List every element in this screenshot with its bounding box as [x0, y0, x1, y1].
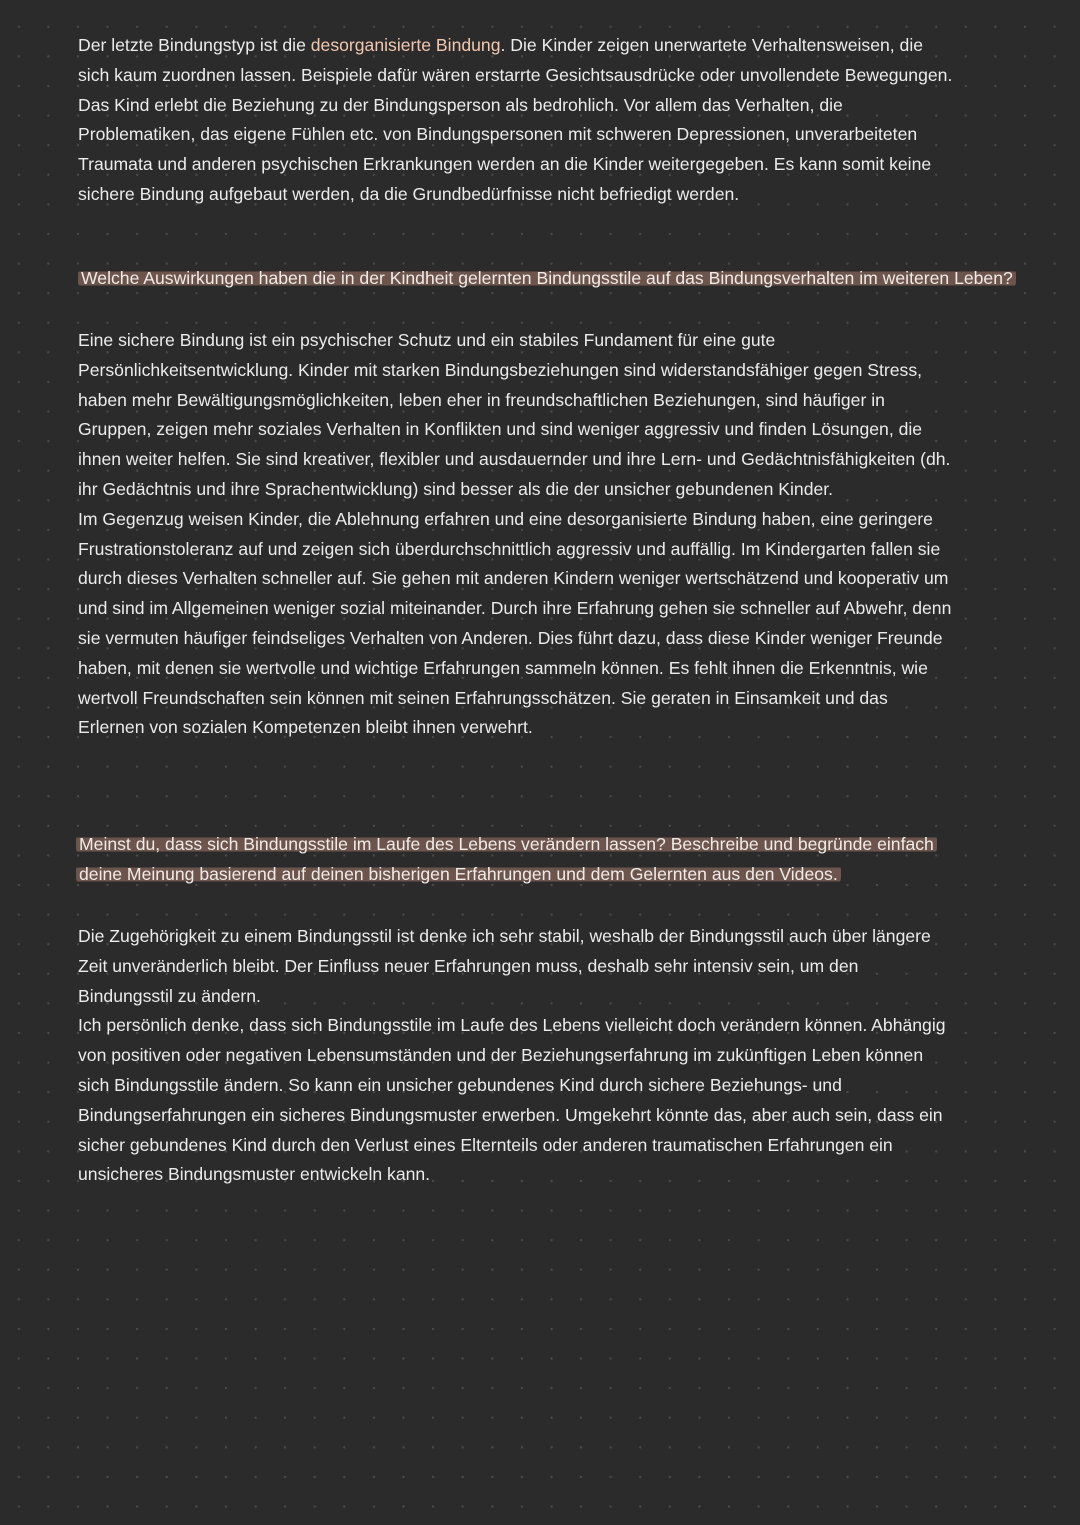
question-2-block	[76, 830, 956, 890]
question-1-answer-paragraph-2: Im Gegenzug weisen Kinder, die Ablehnung erfahren und eine desorganisierte Bindung haben, eine geringere Frustrationstoleranz auf und zeigen sich überdurchschnittlich aggressiv und auffällig. Im Kindergarten fallen sie durch dieses Verhalten schneller auf. Sie gehen mit anderen Kindern weniger wertschätzend und kooperativ um und sind im Allgemeinen weniger sozial miteinander. Durch ihre Erfahrung gehen sie schneller auf Abwehr, denn sie vermuten häufiger feindseliges Verhalten von Anderen. Dies führt dazu, dass diese Kinder weniger Freunde haben, mit denen sie wertvolle und wichtige Erfahrungen sammeln können. Es fehlt ihnen die Erkenntnis, wie wertvoll Freundschaften sein können mit seinen Erfahrungsschätzen. Sie geraten in Einsamkeit und das Erlernen von sozialen Kompetenzen bleibt ihnen verwehrt.	[78, 508, 952, 738]
question-2-heading	[76, 830, 956, 890]
disorganized-attachment-paragraph	[78, 31, 958, 210]
question-2-text: Meinst du, dass sich Bindungsstile im Laufe des Lebens verändern lassen? Beschreibe und begründe einfach deine Meinung basierend auf deinen bisherigen Erfahrungen und dem Gelernten aus den Videos.	[76, 834, 937, 884]
intro-text-before: Der letzte Bindungstyp ist die	[78, 35, 311, 55]
question-1-text: Welche Auswirkungen haben die in der Kindheit gelernten Bindungsstile auf das Bindungsverhalten im weiteren Leben?	[78, 268, 1016, 288]
question-1-block	[78, 264, 1078, 294]
intro-text-after: . Die Kinder zeigen unerwartete Verhaltensweisen, die sich kaum zuordnen lassen. Beispiele dafür wären erstarrte Gesichtsausdrücke oder unvollendete Bewegungen. Das Kind erlebt die Beziehung zu der Bindungsperson als bedrohlich. Vor allem das Verhalten, die Problematiken, das eigene Fühlen etc. von Bindungspersonen mit schweren Depressionen, unverarbeiteten Traumata und anderen psychischen Erkrankungen werden an die Kinder weitergegeben. Es kann somit keine sichere Bindung aufgebaut werden, da die Grundbedürfnisse nicht befriedigt werden.	[78, 35, 953, 204]
disorganized-attachment-section	[78, 31, 958, 210]
highlighted-term: desorganisierte Bindung	[310, 35, 501, 55]
question-2-answer	[78, 922, 958, 1190]
question-1-answer-paragraph-1: Eine sichere Bindung ist ein psychischer Schutz und ein stabiles Fundament für eine gute Persönlichkeitsentwicklung. Kinder mit starken Bindungsbeziehungen sind widerstandsfähiger gegen Stress, haben mehr Bewältigungsmöglichkeiten, leben eher in freundschaftlichen Beziehungen, sind häufiger in Gruppen, zeigen mehr soziales Verhalten in Konflikten und sind weniger aggressiv und finden Lösungen, die ihnen weiter helfen. Sie sind kreativer, flexibler und ausdauernder und ihre Lern- und Gedächtnisfähigkeiten (dh. ihr Gedächtnis und ihre Sprachentwicklung) sind besser als die der unsicher gebundenen Kinder.	[78, 330, 951, 499]
question-2-answer-paragraph-2: Ich persönlich denke, dass sich Bindungsstile im Laufe des Lebens vielleicht doch verändern können. Abhängig von positiven oder negativen Lebensumständen und der Beziehungserfahrung im zukünftigen Leben können sich Bindungsstile ändern. So kann ein unsicher gebundenes Kind durch sichere Beziehungs- und Bindungserfahrungen ein sicheres Bindungsmuster erwerben. Umgekehrt könnte das, aber auch sein, dass ein sicher gebundenes Kind durch den Verlust eines Elternteils oder anderen traumatischen Erfahrungen ein unsicheres Bindungsmuster entwickeln kann.	[78, 1015, 946, 1185]
question-2-answer-paragraph-1: Die Zugehörigkeit zu einem Bindungsstil ist denke ich sehr stabil, weshalb der Bindungsstil auch über längere Zeit unveränderlich bleibt. Der Einfluss neuer Erfahrungen muss, deshalb sehr intensiv sein, um den Bindungsstil zu ändern.	[78, 926, 931, 1006]
question-1-heading	[78, 264, 1078, 294]
question-1-answer	[78, 326, 958, 743]
